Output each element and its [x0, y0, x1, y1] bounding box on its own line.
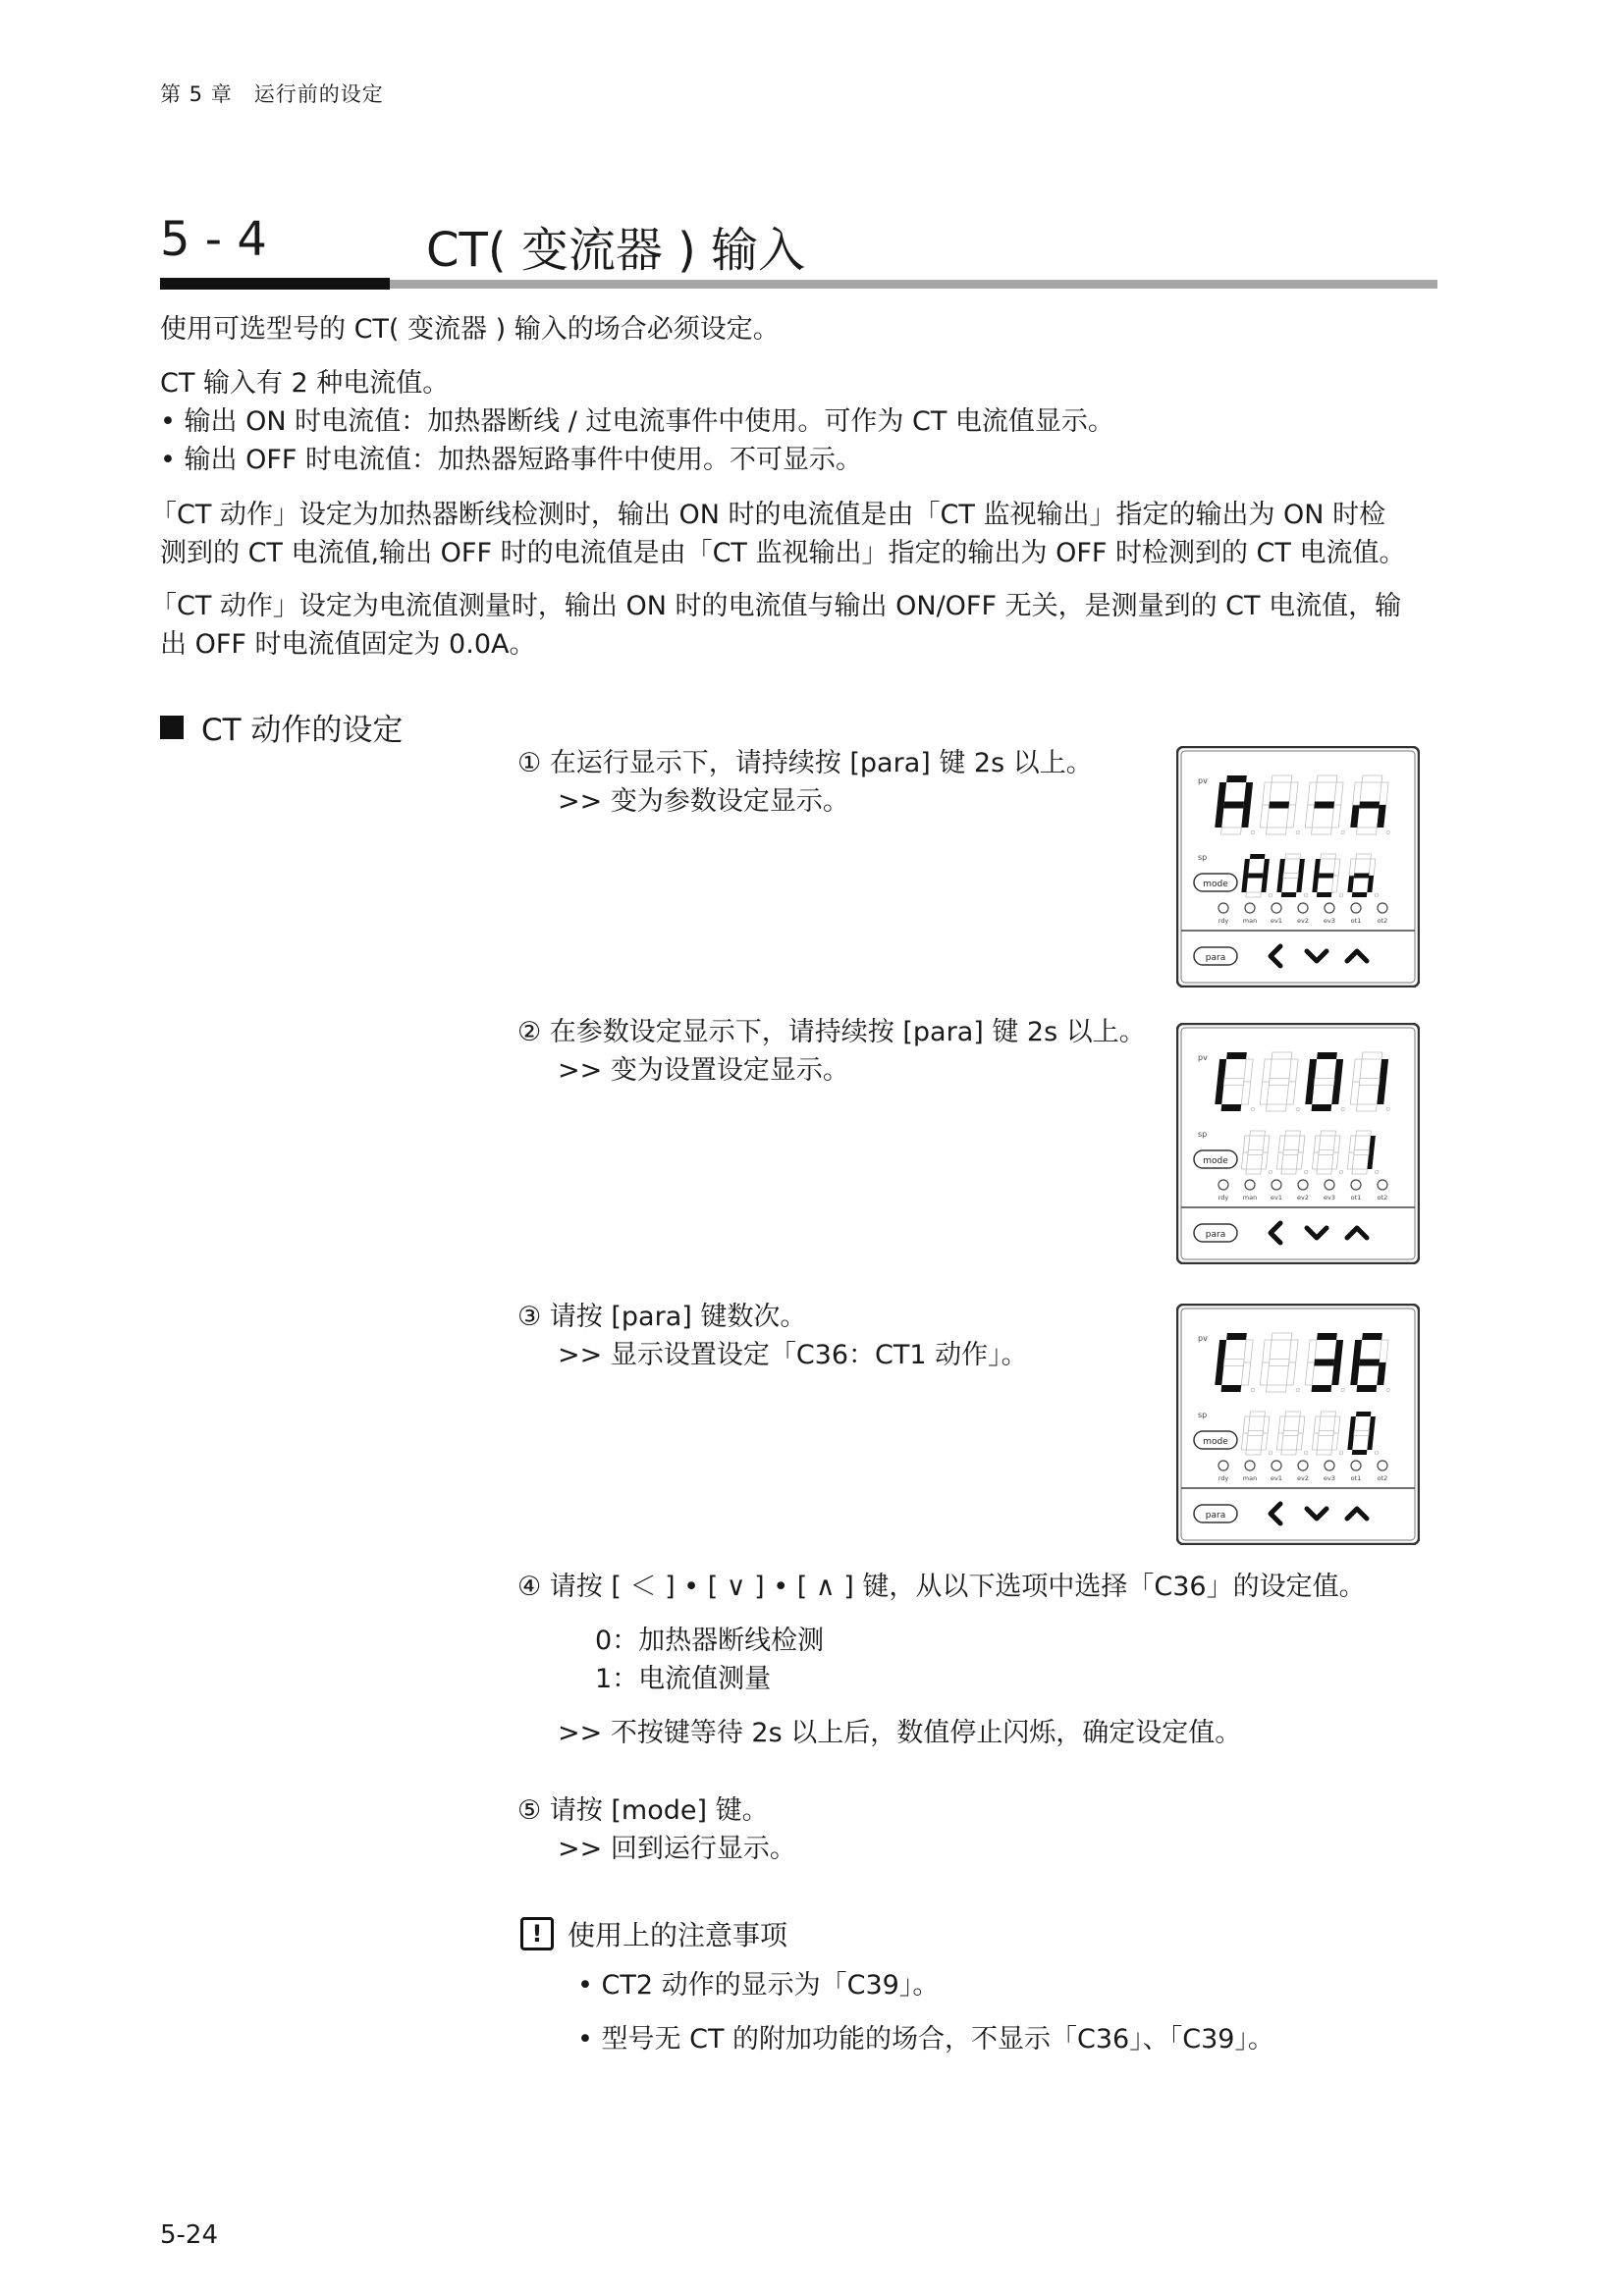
indicator-led	[1351, 903, 1361, 913]
led-label: man	[1242, 1474, 1258, 1482]
notes-title: 使用上的注意事项	[568, 1919, 788, 1951]
subsection-heading	[160, 705, 403, 749]
controller-panel-3	[1176, 1304, 1420, 1549]
intro-paragraph-4-line-1: 「CT 动作」设定为电流值测量时，输出 ON 时的电流值与输出 ON/OFF 无关，是测量到的 CT 电流值，输	[150, 591, 1402, 621]
mode-button-label: mode	[1203, 880, 1228, 889]
step-1-line-1: ① 在运行显示下，请持续按 [para] 键 2s 以上。	[517, 748, 1093, 778]
intro-bullet-2: • 输出 OFF 时电流值：加热器短路事件中使用。不可显示。	[160, 445, 862, 475]
step-3-line-1: ③ 请按 [para] 键数次。	[517, 1302, 807, 1332]
led-label: ot1	[1350, 1194, 1362, 1201]
led-label: ev2	[1297, 1474, 1309, 1482]
pv-label: pv	[1198, 776, 1208, 785]
indicator-led	[1378, 903, 1387, 913]
sp-label: sp	[1198, 1411, 1208, 1419]
para-button-label: para	[1205, 1511, 1226, 1521]
intro-paragraph-2: CT 输入有 2 种电流值。	[160, 368, 450, 399]
step-1-line-2: >> 变为参数设定显示。	[558, 786, 849, 817]
section-title: CT( 变流器 ) 输入	[426, 223, 806, 278]
step-4-line-1: ④ 请按 [ ＜ ] • [ ∨ ] • [ ∧ ] 键，从以下选项中选择「C36」的设定值。	[517, 1572, 1366, 1602]
step-4-line-2: >> 不按键等待 2s 以上后，数值停止闪烁，确定设定值。	[558, 1718, 1242, 1748]
section-number: 5 - 4	[160, 212, 267, 267]
indicator-led	[1298, 1461, 1308, 1470]
mode-button-label: mode	[1203, 1437, 1228, 1447]
section-rule-thin	[390, 280, 1437, 289]
indicator-led	[1272, 1180, 1281, 1190]
led-label: ev2	[1297, 917, 1309, 925]
sp-label: sp	[1198, 853, 1208, 862]
indicator-led	[1218, 1180, 1228, 1190]
indicator-led	[1351, 1461, 1361, 1470]
pv-label: pv	[1198, 1334, 1208, 1343]
indicator-led	[1325, 1180, 1334, 1190]
indicator-led	[1272, 903, 1281, 913]
led-label: ev1	[1271, 1474, 1282, 1482]
led-label: ev2	[1297, 1194, 1309, 1201]
intro-paragraph-4-line-2: 出 OFF 时电流值固定为 0.0A。	[160, 629, 536, 660]
controller-panel-1	[1176, 746, 1420, 991]
step-5-line-1: ⑤ 请按 [mode] 键。	[517, 1795, 769, 1826]
para-button-label: para	[1205, 953, 1226, 963]
pv-label: pv	[1198, 1053, 1208, 1062]
indicator-led	[1218, 1461, 1228, 1470]
mode-button-label: mode	[1203, 1156, 1228, 1166]
indicator-led	[1378, 1180, 1387, 1190]
indicator-led	[1325, 903, 1334, 913]
step-2-line-2: >> 变为设置设定显示。	[558, 1055, 849, 1086]
subsection-title: CT 动作的设定	[201, 713, 404, 748]
para-button-label: para	[1205, 1230, 1226, 1240]
led-label: ev1	[1271, 917, 1282, 925]
step-4-option-0: 0：加热器断线检测	[595, 1626, 825, 1656]
notes-heading	[520, 1914, 787, 1953]
step-5-line-2: >> 回到运行显示。	[558, 1834, 796, 1864]
indicator-led	[1272, 1461, 1281, 1470]
step-3-line-2: >> 显示设置设定「C36：CT1 动作」。	[558, 1340, 1028, 1370]
indicator-led	[1245, 1180, 1255, 1190]
led-label: ot1	[1350, 1474, 1362, 1482]
led-label: rdy	[1218, 1474, 1229, 1482]
intro-bullet-1: • 输出 ON 时电流值：加热器断线 / 过电流事件中使用。可作为 CT 电流值显示。	[160, 406, 1114, 437]
step-4-option-1: 1：电流值测量	[595, 1664, 772, 1694]
section-rule-thick	[160, 278, 390, 290]
exclamation-icon: !	[520, 1917, 554, 1950]
intro-paragraph-3-line-1: 「CT 动作」设定为加热器断线检测时，输出 ON 时的电流值是由「CT 监视输出」指定的输出为 ON 时检	[150, 500, 1386, 530]
square-bullet-icon	[160, 716, 184, 739]
led-label: ev3	[1324, 1194, 1335, 1201]
indicator-led	[1298, 903, 1308, 913]
led-label: rdy	[1218, 917, 1229, 925]
indicator-led	[1245, 1461, 1255, 1470]
led-label: rdy	[1218, 1194, 1229, 1201]
indicator-led	[1218, 903, 1228, 913]
indicator-led	[1351, 1180, 1361, 1190]
note-item-2: • 型号无 CT 的附加功能的场合，不显示「C36」、「C39」。	[577, 2024, 1274, 2055]
led-label: ot1	[1350, 917, 1362, 925]
led-label: man	[1242, 917, 1258, 925]
led-label: ot2	[1377, 1194, 1388, 1201]
led-label: ot2	[1377, 1474, 1388, 1482]
chapter-header: 第 5 章 运行前的设定	[160, 82, 384, 106]
led-label: man	[1242, 1194, 1258, 1201]
page-number: 5-24	[160, 2220, 219, 2250]
led-label: ot2	[1377, 917, 1388, 925]
step-2-line-1: ② 在参数设定显示下，请持续按 [para] 键 2s 以上。	[517, 1017, 1146, 1047]
note-item-1: • CT2 动作的显示为「C39」。	[577, 1970, 940, 2001]
indicator-led	[1245, 903, 1255, 913]
intro-paragraph-3-line-2: 测到的 CT 电流值,输出 OFF 时的电流值是由「CT 监视输出」指定的输出为 OFF 时检测到的 CT 电流值。	[160, 538, 1406, 568]
led-label: ev3	[1324, 1474, 1335, 1482]
indicator-led	[1325, 1461, 1334, 1470]
indicator-led	[1378, 1461, 1387, 1470]
sp-label: sp	[1198, 1130, 1208, 1139]
led-label: ev1	[1271, 1194, 1282, 1201]
controller-panel-2	[1176, 1023, 1420, 1268]
indicator-led	[1298, 1180, 1308, 1190]
intro-paragraph-1: 使用可选型号的 CT( 变流器 ) 输入的场合必须设定。	[160, 314, 780, 345]
led-label: ev3	[1324, 917, 1335, 925]
